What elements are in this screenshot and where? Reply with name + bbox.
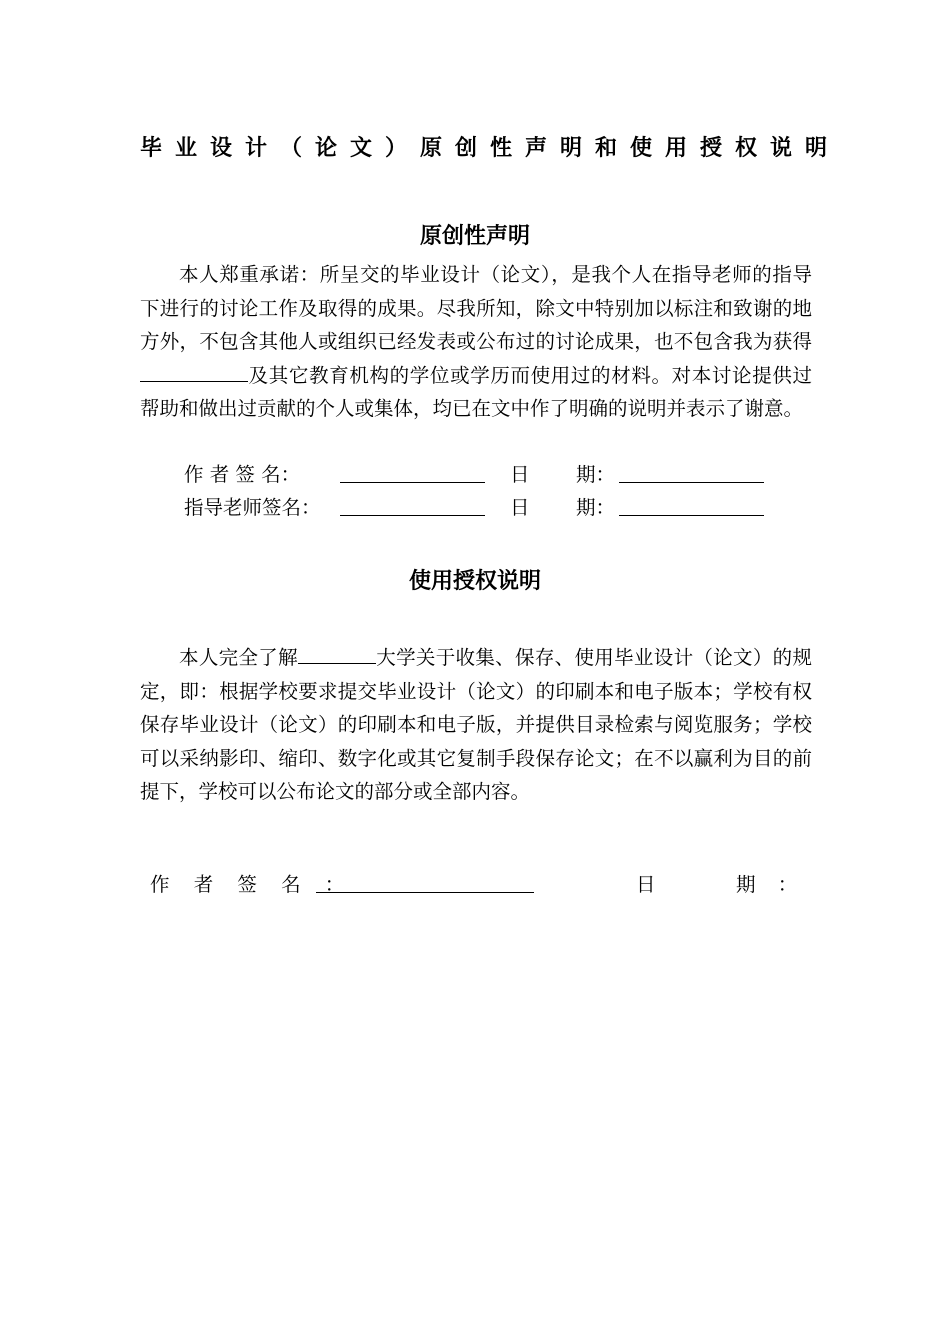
originality-statement [140, 258, 812, 426]
originality-heading: 原创性声明 [419, 224, 530, 249]
document-title: 毕业设计（论文）原创性声明和使用授权说明 [140, 136, 841, 161]
author-sign-field[interactable] [340, 460, 485, 483]
author-sign-label: 作 者 签 名： [184, 463, 301, 486]
date-label-char-3: 日 [510, 496, 530, 519]
author-date-field[interactable] [619, 460, 764, 483]
university-blank-field[interactable] [298, 643, 376, 664]
authorization-text-part2: 大学关于收集、保存、使用毕业设计（论文）的规定，即：根据学校要求提交毕业设计（论文）的印刷本和电子版本；学校有权保存毕业设计（论文）的印刷本和电子版，并提供目录检索与阅览服务；学校可以采纳影印、缩印、数字化或其它复制手段保存论文；在不以赢利为目的前提下，学校可以公布论文的部分或全部内容。 [140, 646, 812, 803]
originality-text-part1: 本人郑重承诺：所呈交的毕业设计（论文），是我个人在指导老师的指导下进行的讨论工作及取得的成果。尽我所知，除文中特别加以标注和致谢的地方外，不包含其他人或组织已经发表或公布过的讨论成果，也不包含我为获得 [140, 263, 812, 353]
date-label-char-4: 期： [576, 496, 616, 519]
advisor-sign-label: 指导老师签名： [184, 496, 321, 519]
advisor-sign-field[interactable] [340, 493, 485, 516]
final-signature-row [140, 870, 810, 900]
authorization-text-part1: 本人完全了解 [179, 646, 298, 669]
degree-blank-field[interactable] [140, 361, 248, 382]
authorization-heading: 使用授权说明 [408, 569, 541, 594]
date-label-char-1: 日 [510, 463, 530, 486]
advisor-date-field[interactable] [619, 493, 764, 516]
final-date-label-char-2: 期 ： [736, 873, 806, 896]
final-author-sign-field[interactable] [316, 870, 534, 893]
final-date-label-char-1: 日 [636, 873, 656, 896]
final-author-sign-label: 作 者 签 名 ： [150, 873, 354, 896]
date-label-char-2: 期： [576, 463, 616, 486]
originality-text-part2: 及其它教育机构的学位或学历而使用过的材料。对本讨论提供过帮助和做出过贡献的个人或集体，均已在文中作了明确的说明并表示了谢意。 [140, 363, 812, 420]
authorization-statement [140, 641, 812, 809]
